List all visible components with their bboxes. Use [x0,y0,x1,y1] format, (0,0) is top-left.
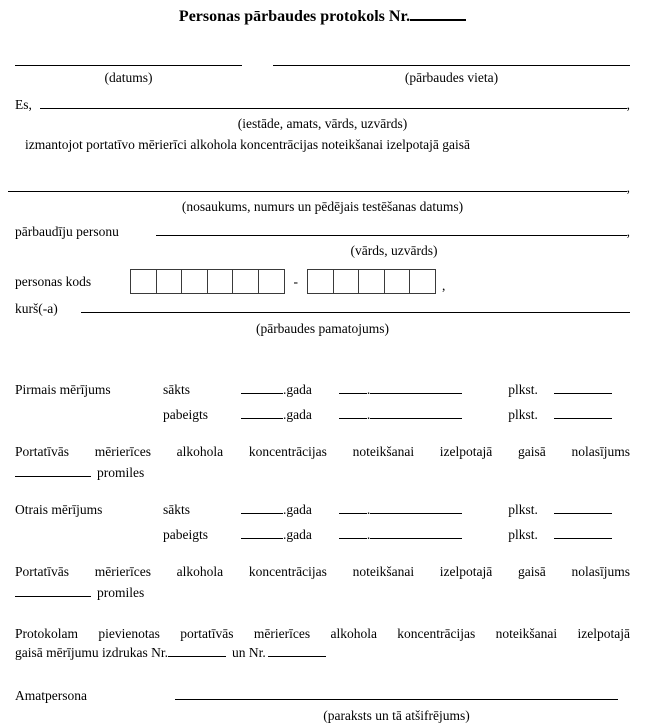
plkst-label: plkst. [508,382,538,397]
dot: . [366,407,371,422]
reading-text: Portatīvās mērierīces alkohola koncentrācijas noteikšanai izelpotajā gaisā nolasījums [15,444,630,459]
reading-value-row [15,584,630,601]
reading-blank [15,584,91,597]
finished-label: pabeigts [163,527,208,542]
device-row [8,179,630,196]
official-name-blank [40,96,627,109]
month-blank [370,526,462,539]
first-measurement-block [15,381,630,423]
time-blank [554,406,612,419]
reading-blank [15,464,91,477]
official-name-row [15,96,630,113]
time-blank [554,501,612,514]
date-caption: (datums) [104,70,153,85]
signature-row [15,687,630,704]
reading-text: Portatīvās mērierīces alkohola koncentrācijas noteikšanai izelpotajā gaisā nolasījums [15,564,630,579]
plkst-label: plkst. [508,502,538,517]
measurement-name: Pirmais mērījums [15,382,111,397]
year-blank [241,526,283,539]
printout-number-blank [268,644,326,657]
started-label: sākts [163,502,190,517]
person-code-box [333,269,360,294]
promiles-label: promiles [97,465,145,480]
trailing-comma: , [626,180,630,195]
gada-label: .gada [283,382,312,397]
person-code-box [130,269,157,294]
day-blank [339,501,367,514]
person-code-box [358,269,385,294]
person-code-box [207,269,234,294]
measurement-started-row [15,501,630,518]
person-code-box [232,269,259,294]
person-code-box [307,269,334,294]
second-measurement-block [15,501,630,543]
promiles-label: promiles [97,585,145,600]
trailing-comma: , [626,224,630,239]
reason-blank [81,300,630,313]
year-blank [241,501,283,514]
measurement-started-row [15,381,630,398]
place-caption: (pārbaudes vieta) [404,70,499,85]
person-code-dash: - [293,274,298,289]
device-blank [8,179,627,192]
attachments-text-line1: Protokolam pievienotas portatīvās mērierīces alkohola koncentrācijas noteikšanai izelpotajā [15,626,630,641]
gada-label: .gada [283,502,312,517]
page-title [15,8,630,25]
person-code-row [15,269,630,294]
person-name-blank [156,223,627,236]
plkst-label: plkst. [508,527,538,542]
official-label: Amatpersona [15,688,87,703]
attachments-paragraph [15,625,630,661]
month-blank [370,381,462,394]
started-label: sākts [163,382,190,397]
dot: . [366,382,371,397]
year-blank [241,406,283,419]
finished-label: pabeigts [163,407,208,422]
reason-caption: (pārbaudes pamatojums) [255,321,390,336]
place-field [273,65,630,86]
printout-number-blank [168,644,226,657]
reading-value-row [15,464,630,481]
day-blank [339,526,367,539]
person-code-box [181,269,208,294]
checked-person-label: pārbaudīju personu [15,224,119,239]
trailing-comma: , [626,97,630,112]
trailing-comma: , [442,278,446,293]
person-code-label: personas kods [15,274,92,289]
es-label: Es, [15,97,32,112]
measurement-name: Otrais mērījums [15,502,103,517]
person-code-box [409,269,436,294]
plkst-label: plkst. [508,407,538,422]
person-code-box [156,269,183,294]
un-nr-label: un Nr. [231,645,266,660]
first-reading-paragraph [15,443,630,481]
time-blank [554,381,612,394]
second-reading-paragraph [15,563,630,601]
official-caption: (iestāde, amats, vārds, uzvārds) [237,116,408,131]
reason-label: kurš(-a) [15,301,58,316]
year-blank [241,381,283,394]
date-field [15,65,242,86]
protocol-number-blank [410,15,466,21]
gada-label: .gada [283,407,312,422]
month-blank [370,501,462,514]
measurement-finished-row [15,406,630,423]
time-blank [554,526,612,539]
person-name-caption: (vārds, uzvārds) [350,243,438,258]
checked-person-row [15,223,630,240]
device-caption: (nosaukums, numurs un pēdējais testēšanas datums) [181,199,464,214]
dot: . [366,502,371,517]
reason-row [15,300,630,317]
page-title-text: Personas pārbaudes protokols Nr. [178,8,411,25]
person-code-boxes-first [130,269,285,294]
day-blank [339,381,367,394]
gada-label: .gada [283,527,312,542]
person-code-box [258,269,285,294]
attachments-text-line2 [15,644,630,661]
day-blank [339,406,367,419]
month-blank [370,406,462,419]
using-device-text: izmantojot portatīvo mērierīci alkohola koncentrācijas noteikšanai izelpotajā gaisā [25,137,470,152]
person-code-box [384,269,411,294]
measurement-finished-row [15,526,630,543]
header-fields [15,65,630,86]
header-gap [242,65,273,86]
dot: . [366,527,371,542]
signature-blank [175,687,618,700]
signature-caption: (paraksts un tā atšifrējums) [323,708,470,723]
printouts-prefix: gaisā mērījumu izdrukas Nr. [15,645,168,660]
person-code-boxes-second [307,269,436,294]
